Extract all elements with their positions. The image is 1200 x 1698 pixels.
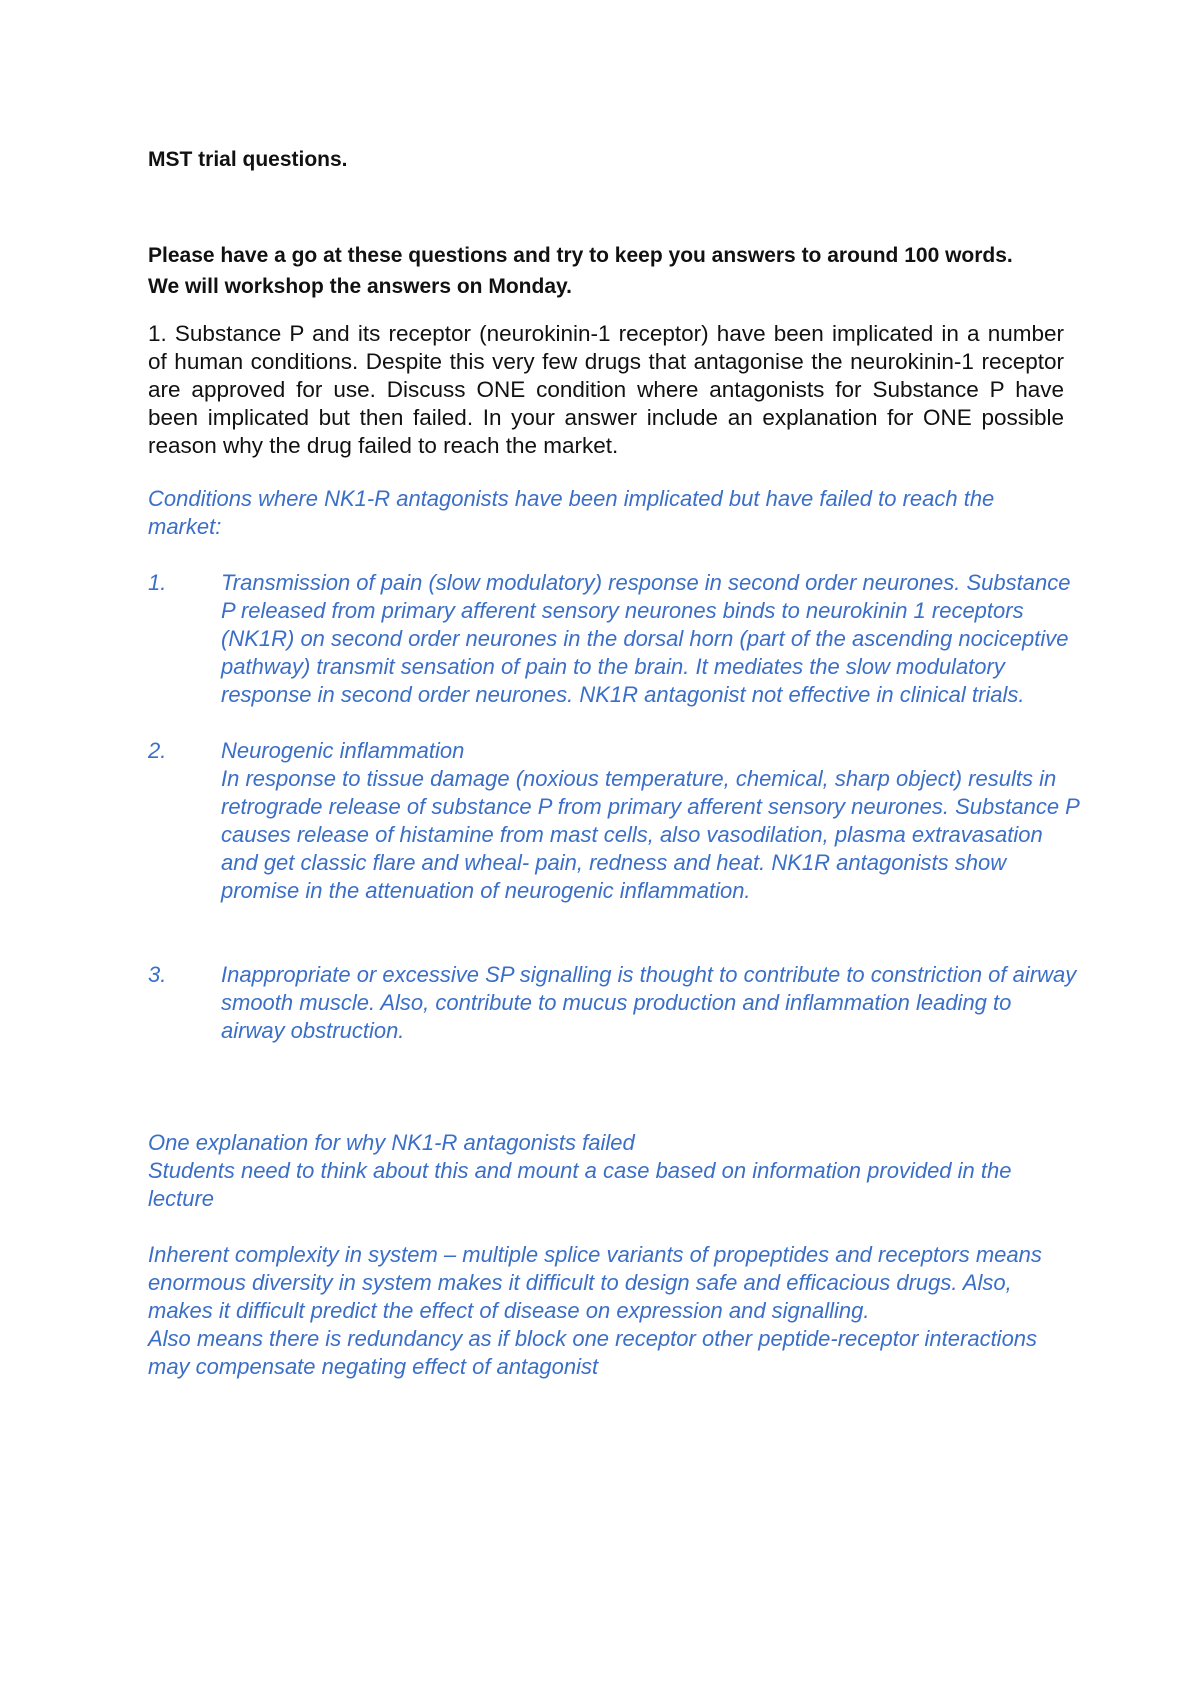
condition-text: Inappropriate or excessive SP signalling is thought to contribute to constriction of airway smooth muscle. Also, contribute to mucus production and inflammation leading to airway obstruction.	[221, 962, 1077, 1043]
instructions	[148, 240, 1068, 302]
condition-number: 1.	[148, 570, 167, 595]
conditions-list	[148, 569, 1080, 1045]
condition-text: In response to tissue damage (noxious temperature, chemical, sharp object) results in retrograde release of substance P from primary afferent sensory neurones. Substance P causes release of histamine from mast cells, also vasodilation, plasma extravasation and get classic flare and wheal- pain, redness and heat. NK1R antagonists show promise in the attenuation of neurogenic inflammation.	[221, 766, 1080, 903]
instruction-line: We will workshop the answers on Monday.	[148, 275, 572, 298]
instruction-line: Please have a go at these questions and try to keep you answers to around 100 words.	[148, 244, 1013, 267]
explanation-note: Students need to think about this and mount a case based on information provided in the lecture	[148, 1158, 1012, 1211]
condition-item	[148, 569, 1081, 709]
document-title: MST trial questions.	[148, 148, 348, 171]
condition-number: 3.	[148, 962, 167, 987]
answer-intro: Conditions where NK1-R antagonists have been implicated but have failed to reach the market:	[148, 486, 995, 539]
question-text: 1. Substance P and its receptor (neurokinin-1 receptor) have been implicated in a number of human conditions. Despite this very few drugs that antagonise the neurokinin-1 receptor are approved for use. Discuss ONE condition where antagonists for Substance P have been implicated but then failed. In your answer include an explanation for ONE possible reason why the drug failed to reach the market.	[148, 321, 1064, 458]
explanation-section	[148, 1129, 1068, 1213]
explanation-paragraph: Also means there is redundancy as if block one receptor other peptide-receptor interactions may compensate negating effect of antagonist	[148, 1326, 1038, 1379]
condition-item	[148, 961, 1081, 1045]
document-content	[148, 146, 1080, 1381]
condition-item	[148, 737, 1081, 905]
condition-number: 2.	[148, 738, 167, 763]
condition-heading: Neurogenic inflammation	[221, 738, 465, 763]
explanation-paragraph: Inherent complexity in system – multiple splice variants of propeptides and receptors means enormous diversity in system makes it difficult to design safe and efficacious drugs. Also, makes it difficult predict the effect of disease on expression and signalling.	[148, 1242, 1042, 1323]
explanation-body	[148, 1241, 1068, 1381]
condition-text: Transmission of pain (slow modulatory) response in second order neurones. Substance P released from primary afferent sensory neurones binds to neurokinin 1 receptors (NK1R) on second order neurones in the dorsal horn (part of the ascending nociceptive pathway) transmit sensation of pain to the brain. It mediates the slow modulatory response in second order neurones. NK1R antagonist not effective in clinical trials.	[221, 570, 1071, 707]
explanation-heading: One explanation for why NK1-R antagonists failed	[148, 1130, 635, 1155]
